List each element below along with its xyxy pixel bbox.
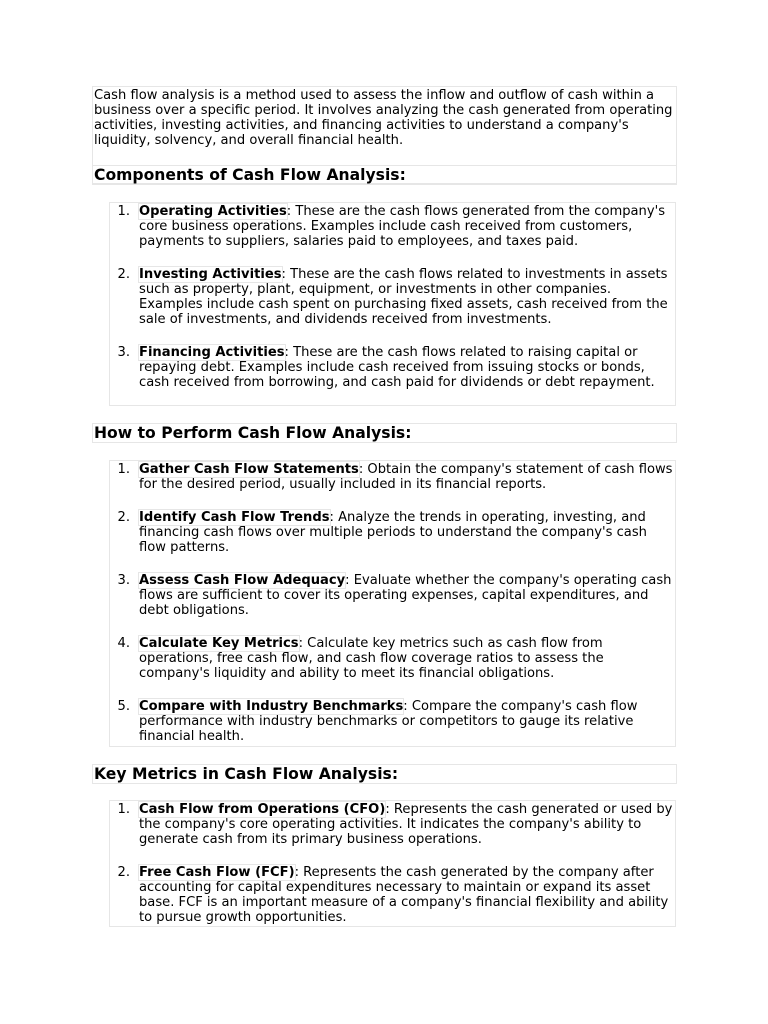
list-item-description: : Evaluate whether the company's operating cash flows are sufficient to cover its operating expenses, capital expenditures, and debt obligations.	[139, 573, 672, 618]
list-item-number: 5.	[117, 699, 130, 714]
list-item-number: 3.	[117, 573, 130, 588]
list-item	[110, 865, 675, 925]
list-item	[110, 699, 675, 744]
list-components	[109, 202, 676, 406]
list-item	[110, 510, 675, 555]
list-item-term: Gather Cash Flow Statements	[139, 462, 359, 477]
list-item	[110, 573, 675, 618]
list-key-metrics	[109, 800, 676, 927]
list-item-number: 1.	[117, 462, 130, 477]
list-item-description: : Analyze the trends in operating, investing, and financing cash flows over multiple periods to understand the company's cash flow patterns.	[139, 510, 647, 555]
list-item-description: : These are the cash flows related to raising capital or repaying debt. Examples include cash received from issuing stocks or bonds, cash received from borrowing, and cash paid for dividends or debt repayment.	[139, 345, 655, 390]
list-item	[110, 204, 675, 249]
list-item	[110, 636, 675, 681]
section-heading-components: Components of Cash Flow Analysis:	[92, 165, 677, 185]
list-item-term: Cash Flow from Operations (CFO)	[139, 802, 386, 817]
list-item-description: : These are the cash flows related to investments in assets such as property, plant, equipment, or investments in other companies. Examples include cash spent on purchasing fixed assets, cash received from the sale of investments, and dividends received from investments.	[139, 267, 668, 327]
list-item	[110, 462, 675, 492]
list-item-number: 1.	[117, 802, 130, 817]
section-heading-how-to-perform: How to Perform Cash Flow Analysis:	[92, 423, 677, 443]
list-item	[110, 267, 675, 327]
list-item-term: Financing Activities	[139, 345, 285, 360]
list-item-description: : Calculate key metrics such as cash flow from operations, free cash flow, and cash flow coverage ratios to assess the company's liquidity and ability to meet its financial obligations.	[139, 636, 604, 681]
list-item-number: 2.	[117, 267, 130, 282]
list-item-term: Calculate Key Metrics	[139, 636, 299, 651]
list-item-description: : These are the cash flows generated from the company's core business operations. Examples include cash received from customers, payments to suppliers, salaries paid to employees, and taxes paid.	[139, 204, 666, 249]
list-item-number: 4.	[117, 636, 130, 651]
list-item-description: : Obtain the company's statement of cash flows for the desired period, usually included in its financial reports.	[139, 462, 673, 492]
list-item-number: 2.	[117, 510, 130, 525]
list-item-number: 2.	[117, 865, 130, 880]
section-heading-key-metrics: Key Metrics in Cash Flow Analysis:	[92, 764, 677, 784]
list-item-term: Operating Activities	[139, 204, 287, 219]
list-item-term: Identify Cash Flow Trends	[139, 510, 330, 525]
list-item	[110, 802, 675, 847]
list-item-number: 1.	[117, 204, 130, 219]
list-item-term: Investing Activities	[139, 267, 282, 282]
list-item-description: : Represents the cash generated by the company after accounting for capital expenditures necessary to maintain or expand its asset base. FCF is an important measure of a company's financial flexibility and ability to pursue growth opportunities.	[139, 865, 669, 925]
list-item-description: : Compare the company's cash flow performance with industry benchmarks or competitors to gauge its relative financial health.	[139, 699, 638, 744]
list-how-to-perform	[109, 460, 676, 747]
list-item-term: Free Cash Flow (FCF)	[139, 865, 295, 880]
list-item-number: 3.	[117, 345, 130, 360]
list-item	[110, 345, 675, 390]
list-item-term: Assess Cash Flow Adequacy	[139, 573, 346, 588]
list-item-term: Compare with Industry Benchmarks	[139, 699, 404, 714]
intro-paragraph: Cash flow analysis is a method used to assess the inflow and outflow of cash within a business over a specific period. It involves analyzing the cash generated from operating activities, investing activities, and financing activities to understand a company's liquidity, solvency, and overall financial health.	[92, 86, 677, 184]
list-item-description: : Represents the cash generated or used by the company's core operating activities. It indicates the company's ability to generate cash from its primary business operations.	[139, 802, 673, 847]
